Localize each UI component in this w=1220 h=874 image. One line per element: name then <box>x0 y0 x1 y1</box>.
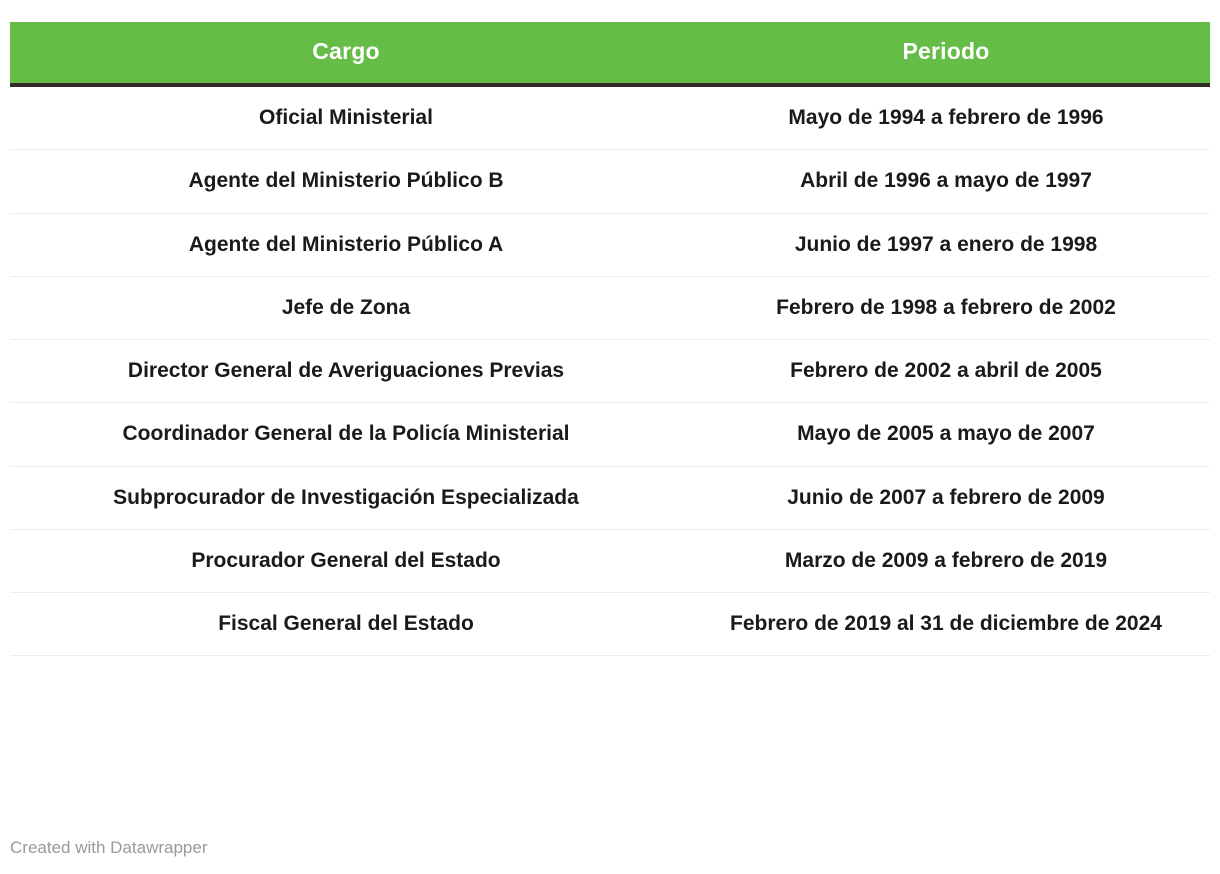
table-row <box>10 593 1210 656</box>
cell-cargo: Fiscal General del Estado <box>10 593 682 656</box>
cell-periodo: Junio de 2007 a febrero de 2009 <box>682 466 1210 529</box>
table-header <box>10 22 1210 85</box>
cell-periodo: Febrero de 2002 a abril de 2005 <box>682 340 1210 403</box>
table-row <box>10 213 1210 276</box>
cell-periodo: Mayo de 2005 a mayo de 2007 <box>682 403 1210 466</box>
table-row <box>10 529 1210 592</box>
table-row <box>10 85 1210 150</box>
cell-cargo: Agente del Ministerio Público B <box>10 150 682 213</box>
cell-cargo: Procurador General del Estado <box>10 529 682 592</box>
table-body <box>10 85 1210 656</box>
cell-periodo: Febrero de 1998 a febrero de 2002 <box>682 276 1210 339</box>
cell-cargo: Director General de Averiguaciones Previas <box>10 340 682 403</box>
table-row <box>10 150 1210 213</box>
column-header-cargo[interactable]: Cargo <box>10 22 682 85</box>
cell-periodo: Marzo de 2009 a febrero de 2019 <box>682 529 1210 592</box>
table-row <box>10 466 1210 529</box>
cell-periodo: Junio de 1997 a enero de 1998 <box>682 213 1210 276</box>
datawrapper-credit[interactable]: Created with Datawrapper <box>10 838 208 857</box>
cell-cargo: Oficial Ministerial <box>10 85 682 150</box>
data-table <box>10 22 1210 656</box>
table-header-row <box>10 22 1210 85</box>
column-header-periodo[interactable]: Periodo <box>682 22 1210 85</box>
table-row <box>10 403 1210 466</box>
cell-periodo: Febrero de 2019 al 31 de diciembre de 2024 <box>682 593 1210 656</box>
table-row <box>10 276 1210 339</box>
cell-cargo: Agente del Ministerio Público A <box>10 213 682 276</box>
cell-cargo: Jefe de Zona <box>10 276 682 339</box>
cell-periodo: Mayo de 1994 a febrero de 1996 <box>682 85 1210 150</box>
table-row <box>10 340 1210 403</box>
cell-cargo: Subprocurador de Investigación Especializada <box>10 466 682 529</box>
cell-periodo: Abril de 1996 a mayo de 1997 <box>682 150 1210 213</box>
cell-cargo: Coordinador General de la Policía Ministerial <box>10 403 682 466</box>
